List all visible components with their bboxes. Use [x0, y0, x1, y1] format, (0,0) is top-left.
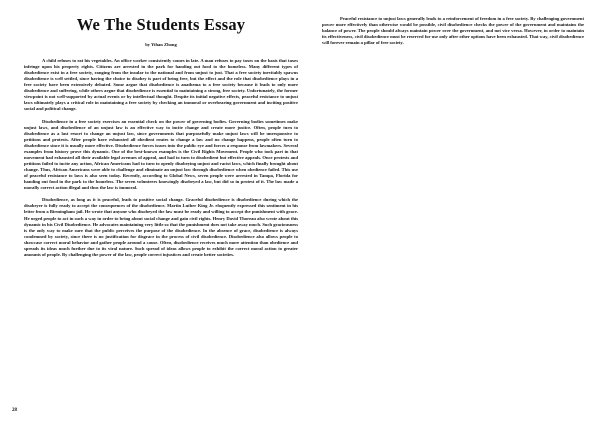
- essay-title: We The Students Essay: [76, 15, 246, 34]
- paragraph-graceful-disobedience: Disobedience, as long as it is peaceful, leads to positive social change. Graceful disobedience is disobedience during which the disobeyer is fully ready to accept the consequences of the disobedience. Martin Luther King Jr. eloquently expressed this sentiment in his letter from a Birmingham jail. He wrote that anyone who disobeyed the law must be ready and willing to accept the punishment with grace. He urged people to act in such a way in order to bring about social change and gain civil rights. Henry David Thoreau also wrote about this dynamic in his Civil Disobedience. He advocates maintaining very little so that the punishment does not take away much. Such graciousness is the only way to make sure that the public perceives the purpose of the disobedience. In the absence of grace, disobedience is always condemned by society, since there is no justification for disgrace in the process of civil disobedience. Disobedience also allows people to showcase correct moral behavior and gather people around a cause. Often, disobedience receives much more attention than obedience and spreads its ideas much further due to its viral nature. Such spread of ideas allows people to exhibit the correct moral action to greater amounts of people. By challenging the power of the law, people correct injustices and create better societies.: [24, 197, 298, 257]
- paragraph-conclusion: Peaceful resistance to unjust laws generally leads to a reinforcement of freedom in a free society. By challenging government power more effectively than otherwise would be possible, civil disobedience checks the power of the government and maintains the balance of power. The people should always maintain power over the government, and not vice versa. However, in order to maintain its effectiveness, civil disobedience must be reserved for use only after other options have been exhausted. That way, civil disobedience will forever remain a pillar of free society.: [322, 16, 584, 46]
- paragraph-introduction: A child refuses to eat his vegetables. An office worker consistently comes in late. A man refuses to pay taxes on the basis that taxes infringe upon his property rights. Citizens are arrested in the park for handing out food to the homeless. Many different types of disobedience exist in a free society, ranging from the insular to the national and from unjust to just. That a free society inevitably spawns disobedience is well settled, since having the choice to disobey is part of being free, but the effect and the role that disobedience plays in a free society have been extensively debated. Some argue that disobedience is anathema to a free society because it leads to only more disobedience and suffering, while others argue that disobedience is essential to maintaining a strong, free society. Unfortunately, the former viewpoint is not well-supported by actual events or by intellectual thought. Despite its initial negative effects, peaceful resistance to unjust laws ultimately plays a critical role in maintaining a free society by checking an immoral or overbearing government and inciting positive social and political change.: [24, 58, 298, 112]
- page-number: 28: [12, 408, 17, 413]
- right-body-text: [322, 16, 584, 52]
- paragraph-check-on-power: Disobedience in a free society exercises an essential check on the power of governing bodies. Governing bodies sometimes make unjust laws, and disobedience of an unjust law is an effective way to incite change and create more justice. Often, people turn to disobedience as a last resort to change an unjust law, since governments that purposefully make unjust laws will be unresponsive to petitions and protests. After people have exhausted all obedient routes to change a law and no change happens, people often turn to disobedience since it is usually more effective. Disobedience forces issues into the public eye and forces a response from lawmakers. Several examples from history prove this dynamic. One of the best-known examples is the Civil Rights Movement. People who took part in that movement had exhausted all their available legal avenues of appeal, and had to turn to disobedient but effective appeals. Once protests and petitions failed to incite any action, African Americans had to turn to openly disobeying unjust and racist laws, which finally brought about change. Thus, African Americans were able to challenge and eliminate an unjust law through disobedience when obedience failed. This use of peaceful resistance to laws is also seen today. Recently, according to Global News, seven people were arrested in Tampa, Florida for handing out food in the park to the homeless. The seven volunteers knowingly disobeyed a law, but did so in protest of it. The law made a morally correct action illegal and thus the law is immoral.: [24, 118, 298, 191]
- author-byline: by Yihan Zhong: [145, 42, 177, 47]
- left-body-text: [24, 58, 298, 264]
